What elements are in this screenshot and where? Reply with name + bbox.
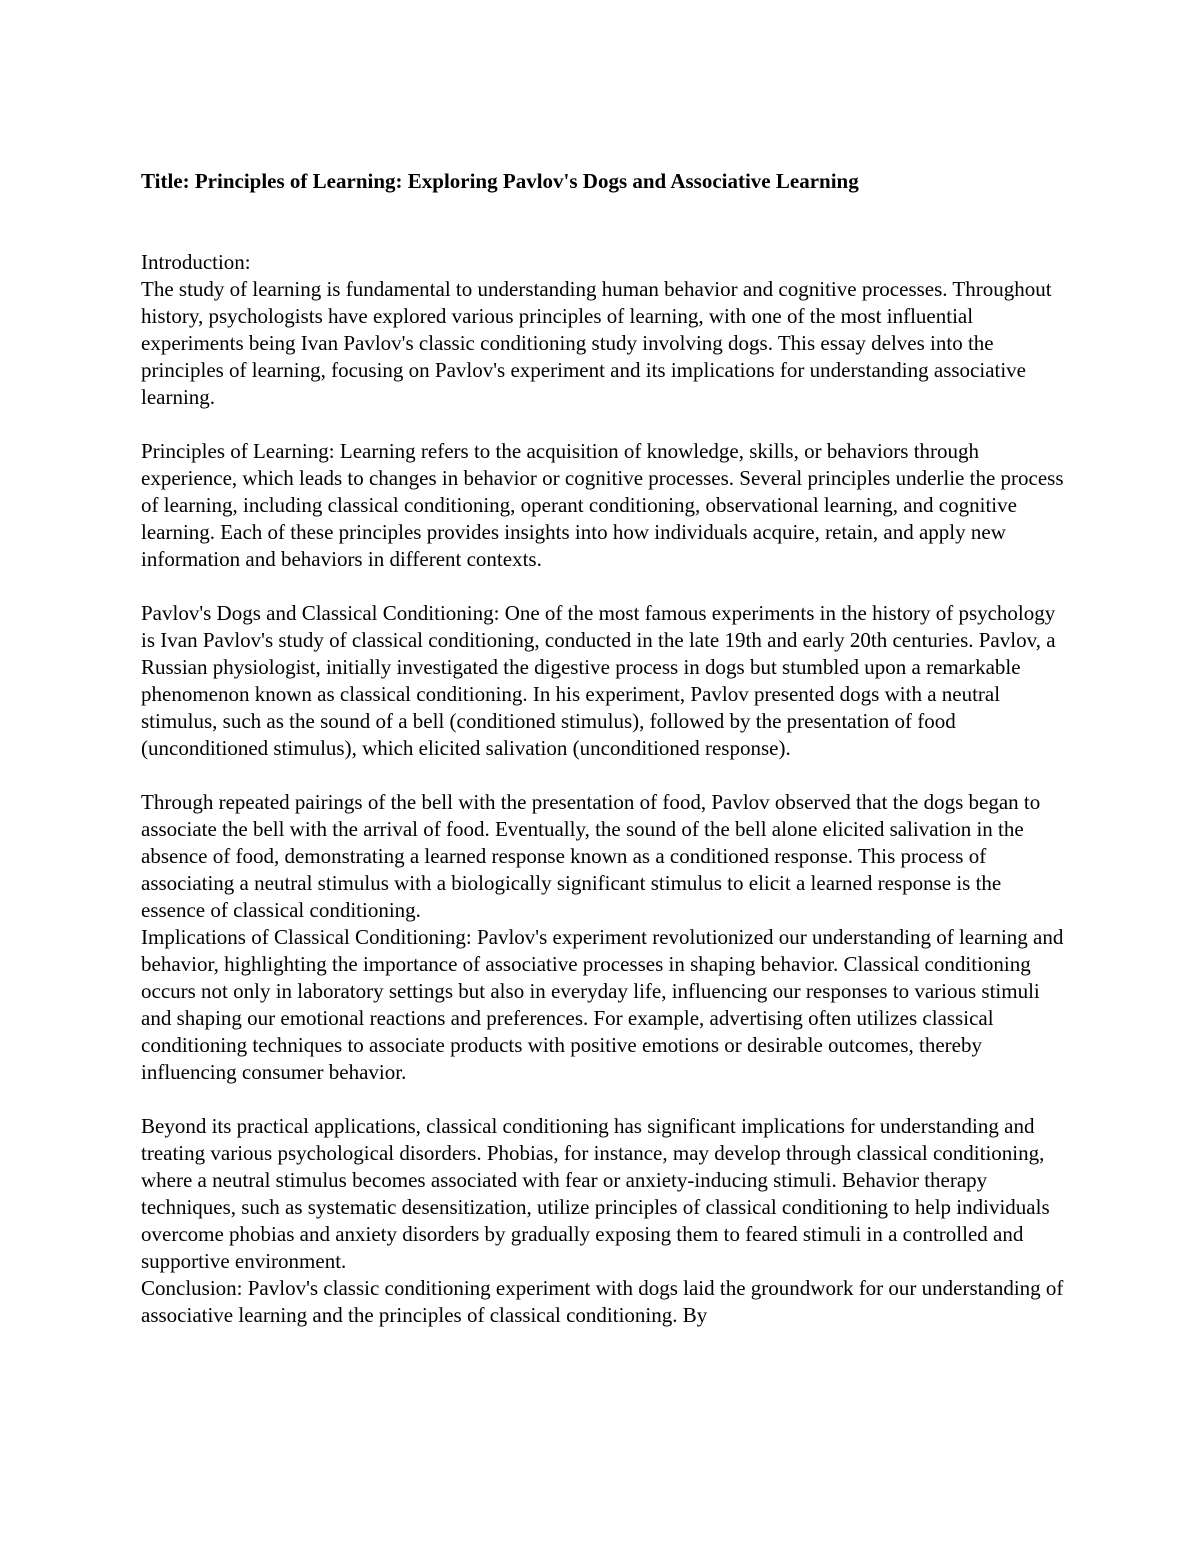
paragraph-conclusion: Conclusion: Pavlov's classic conditioning experiment with dogs laid the groundwork for our understanding of associative learning and the principles of classical conditioning. By bbox=[141, 1276, 1064, 1327]
paragraph-beyond-applications: Beyond its practical applications, classical conditioning has significant implications for understanding and treating various psychological disorders. Phobias, for instance, may develop through classical conditioning, where a neutral stimulus becomes associated with fear or anxiety-inducing stimuli. Behavior therapy techniques, such as systematic desensitization, utilize principles of classical conditioning to help individuals overcome phobias and anxiety disorders by gradually exposing them to feared stimuli in a controlled and supportive environment. bbox=[141, 1114, 1050, 1273]
document-title: Title: Principles of Learning: Exploring Pavlov's Dogs and Associative Learning bbox=[141, 169, 859, 193]
paragraph-repeated-pairings: Through repeated pairings of the bell with the presentation of food, Pavlov observed that the dogs began to associate the bell with the arrival of food. Eventually, the sound of the bell alone elicited salivation in the absence of food, demonstrating a learned response known as a conditioned response. This process of associating a neutral stimulus with a biologically significant stimulus to elicit a learned response is the essence of classical conditioning. bbox=[141, 790, 1041, 922]
paragraph-implications: Implications of Classical Conditioning: Pavlov's experiment revolutionized our understanding of learning and behavior, highlighting the importance of associative processes in shaping behavior. Classical conditioning occurs not only in laboratory settings but also in everyday life, influencing our responses to various stimuli and shaping our emotional reactions and preferences. For example, advertising often utilizes classical conditioning techniques to associate products with positive emotions or desirable outcomes, thereby influencing consumer behavior. bbox=[141, 925, 1064, 1084]
intro-heading: Introduction: bbox=[141, 250, 251, 274]
paragraph-introduction: The study of learning is fundamental to understanding human behavior and cognitive processes. Throughout history, psychologists have explored various principles of learning, with one of the most influential experiments being Ivan Pavlov's classic conditioning study involving dogs. This essay delves into the principles of learning, focusing on Pavlov's experiment and its implications for understanding associative learning. bbox=[141, 277, 1052, 409]
document-body bbox=[141, 249, 1070, 1329]
paragraph-principles-of-learning: Principles of Learning: Learning refers to the acquisition of knowledge, skills, or behaviors through experience, which leads to changes in behavior or cognitive processes. Several principles underlie the process of learning, including classical conditioning, operant conditioning, observational learning, and cognitive learning. Each of these principles provides insights into how individuals acquire, retain, and apply new information and behaviors in different contexts. bbox=[141, 439, 1064, 571]
paragraph-pavlovs-dogs: Pavlov's Dogs and Classical Conditioning: One of the most famous experiments in the history of psychology is Ivan Pavlov's study of classical conditioning, conducted in the late 19th and early 20th centuries. Pavlov, a Russian physiologist, initially investigated the digestive process in dogs but stumbled upon a remarkable phenomenon known as classical conditioning. In his experiment, Pavlov presented dogs with a neutral stimulus, such as the sound of a bell (conditioned stimulus), followed by the presentation of food (unconditioned stimulus), which elicited salivation (unconditioned response). bbox=[141, 601, 1056, 760]
